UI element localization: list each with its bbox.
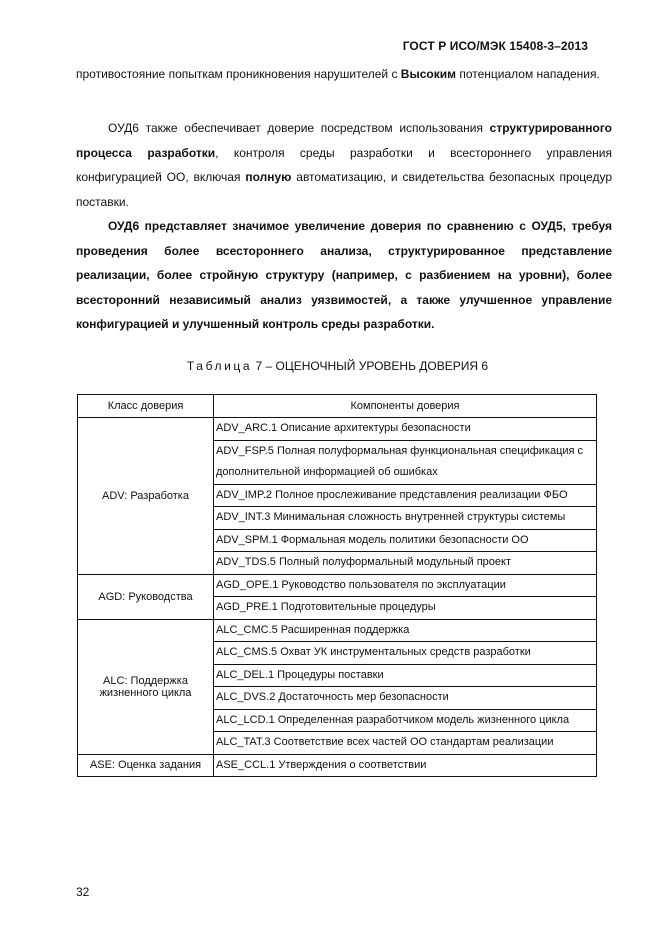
component-cell: ADV_TDS.5 Полный полуформальный модульный проект — [214, 552, 597, 575]
class-cell: ALC: Поддержка жизненного цикла — [78, 619, 214, 754]
paragraph-oud6-assurance: ОУД6 также обеспечивает доверие посредством использования структурированного процесса разработки, контроля среды разработки и всестороннего управления конфигурацией ОО, включая полную автоматизацию, и свидетельства безопасных процедур поставки. — [76, 121, 612, 209]
page-number: 32 — [76, 885, 90, 899]
document-header: ГОСТ Р ИСО/МЭК 15408-3–2013 — [402, 39, 588, 53]
component-cell: ADV_SPM.1 Формальная модель политики безопасности ОО — [214, 529, 597, 552]
component-cell: ALC_LCD.1 Определенная разработчиком модель жизненного цикла — [214, 709, 597, 732]
class-cell: ADV: Разработка — [78, 418, 214, 575]
paragraph-oud6-summary: ОУД6 представляет значимое увеличение доверия по сравнению с ОУД5, требуя проведения более всестороннего анализа, структурированное представление реализации, более стройную структуру (например, с разбиением на уровни), более всесторонний независимый анализ уязвимостей, а также улучшенное управление конфигурацией и улучшенный контроль среды разработки. — [76, 219, 612, 331]
component-cell: ASE_CCL.1 Утверждения о соответствии — [214, 754, 597, 777]
header-class: Класс доверия — [78, 395, 214, 418]
table-row — [78, 418, 597, 441]
component-cell: ALC_DEL.1 Процедуры поставки — [214, 664, 597, 687]
component-cell: ADV_FSP.5 Полная полуформальная функциональная спецификация с дополнительной информацией об ошибках — [214, 440, 597, 484]
table-header-row — [78, 395, 597, 418]
assurance-table — [77, 394, 597, 777]
component-cell: ADV_ARC.1 Описание архитектуры безопасности — [214, 418, 597, 441]
component-cell: ALC_CMC.5 Расширенная поддержка — [214, 619, 597, 642]
component-cell: AGD_PRE.1 Подготовительные процедуры — [214, 597, 597, 620]
class-cell: ASE: Оценка задания — [78, 754, 214, 777]
table-row — [78, 619, 597, 642]
component-cell: ALC_DVS.2 Достаточность мер безопасности — [214, 687, 597, 710]
component-cell: ALC_TAT.3 Соответствие всех частей ОО стандартам реализации — [214, 732, 597, 755]
component-cell: ADV_INT.3 Минимальная сложность внутренней структуры системы — [214, 507, 597, 530]
table-row — [78, 754, 597, 777]
component-cell: ADV_IMP.2 Полное прослеживание представления реализации ФБО — [214, 484, 597, 507]
table-row — [78, 574, 597, 597]
component-cell: ALC_CMS.5 Охват УК инструментальных средств разработки — [214, 642, 597, 665]
table-caption: Таблица 7 – ОЦЕНОЧНЫЙ УРОВЕНЬ ДОВЕРИЯ 6 — [186, 359, 489, 373]
paragraph-intro: противостояние попыткам проникновения нарушителей с Высоким потенциалом нападения. — [76, 67, 600, 81]
component-cell: AGD_OPE.1 Руководство пользователя по эксплуатации — [214, 574, 597, 597]
header-components: Компоненты доверия — [214, 395, 597, 418]
class-cell: AGD: Руководства — [78, 574, 214, 619]
